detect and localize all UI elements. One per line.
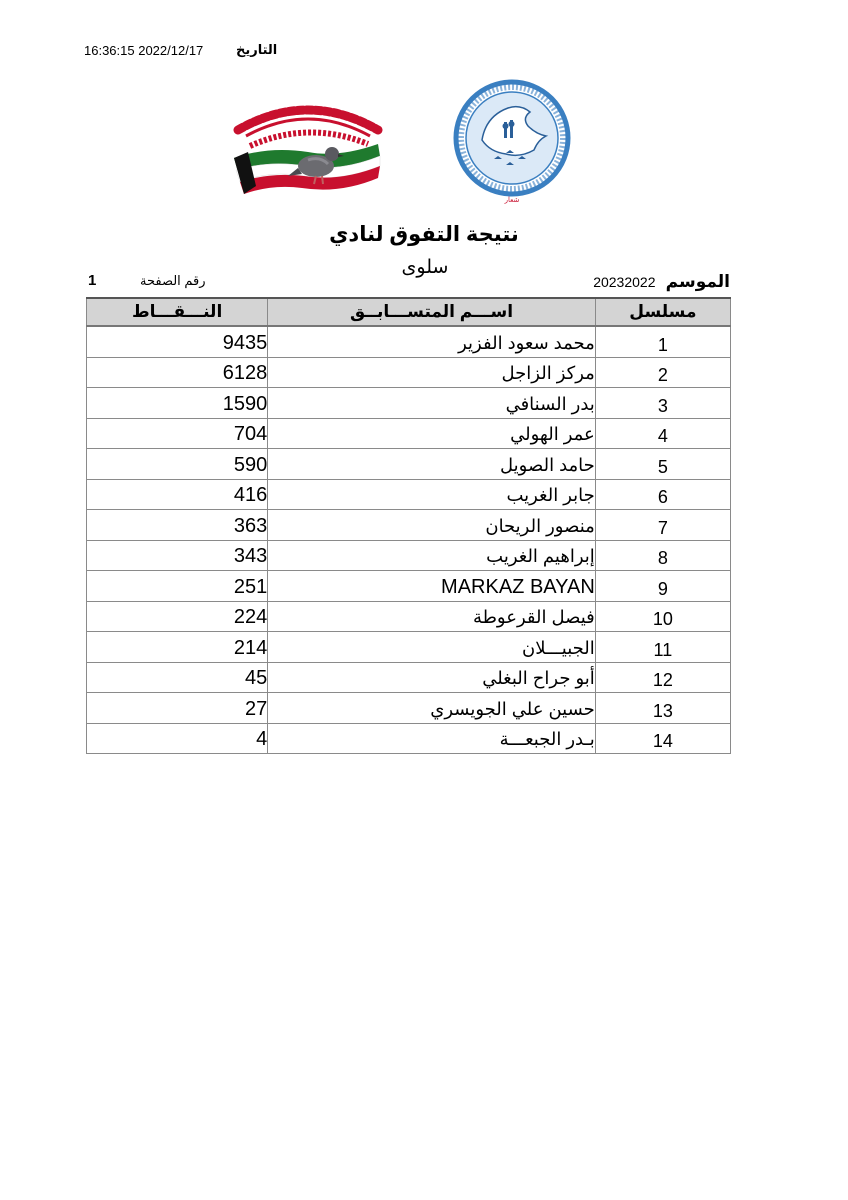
table-row — [87, 326, 731, 357]
competitor-name-cell — [268, 357, 596, 388]
points-cell — [87, 449, 268, 480]
serial-cell — [595, 479, 730, 510]
table-row — [87, 632, 731, 663]
table-row — [87, 510, 731, 541]
points-cell-text: 27 — [245, 697, 268, 720]
serial-cell-text: 4 — [657, 426, 668, 446]
competitor-name-cell-text: الجبيـــلان — [522, 637, 595, 658]
federation-logo-graphic — [450, 78, 576, 206]
competitor-name-cell — [268, 388, 596, 419]
print-datetime: 16:36:15 2022/12/17 — [84, 43, 204, 58]
competitor-name-cell-text: عمر الهولي — [510, 424, 595, 444]
points-cell — [87, 510, 268, 541]
svg-text:شعار: شعار — [504, 196, 520, 204]
points-cell — [87, 632, 268, 663]
club-name: سلوى — [401, 257, 449, 278]
competitor-name-cell-text: محمد سعود الفزير — [458, 332, 595, 353]
serial-cell-text: 11 — [653, 639, 673, 660]
season-info — [593, 272, 730, 292]
competitor-name-cell — [268, 662, 596, 693]
competitor-name-cell-text: MARKAZ BAYAN — [441, 575, 595, 598]
competitor-name-cell-text: حسين علي الجويسري — [430, 698, 595, 719]
federation-logo — [450, 78, 576, 206]
serial-cell — [595, 693, 730, 724]
table-row — [87, 662, 731, 693]
points-cell — [87, 571, 268, 602]
competitor-name-cell-text: بدر السنافي — [505, 393, 595, 414]
page-number-label: رقم الصفحة — [140, 273, 206, 288]
points-cell — [87, 540, 268, 571]
serial-cell-text: 6 — [657, 487, 668, 507]
serial-cell-text: 7 — [657, 517, 668, 538]
table-row — [87, 723, 731, 754]
points-cell — [87, 693, 268, 724]
points-cell-text: 214 — [233, 636, 268, 659]
serial-cell — [595, 723, 730, 754]
points-cell — [87, 601, 268, 632]
points-cell-text: 363 — [233, 514, 268, 537]
points-cell-text: 590 — [233, 453, 268, 476]
points-cell — [87, 357, 268, 388]
page-title: نتيجة التفوق لنادي — [329, 223, 519, 246]
competitor-name-cell — [268, 479, 596, 510]
points-cell-text: 1590 — [222, 392, 268, 415]
points-cell-text: 343 — [233, 545, 268, 567]
serial-cell-text: 14 — [652, 731, 673, 751]
serial-cell — [595, 388, 730, 419]
table-header-row — [87, 298, 731, 326]
competitor-name-cell — [268, 632, 596, 663]
table-row — [87, 479, 731, 510]
competitor-name-cell — [268, 510, 596, 541]
competitor-name-cell — [268, 571, 596, 602]
serial-cell-text: 12 — [652, 670, 673, 690]
serial-cell-text: 9 — [657, 578, 668, 599]
serial-cell — [595, 540, 730, 571]
points-cell-text: 9435 — [222, 331, 268, 354]
points-cell-text: 251 — [233, 575, 268, 598]
competitor-name-cell — [268, 601, 596, 632]
results-table — [86, 297, 731, 754]
competitor-name-cell-text: بـدر الجبعـــة — [499, 729, 595, 749]
serial-cell-text: 8 — [657, 548, 668, 568]
serial-cell — [595, 601, 730, 632]
season-label: الموسم — [665, 272, 730, 291]
points-cell-text: 704 — [233, 423, 268, 445]
points-cell — [87, 479, 268, 510]
competitor-name-cell — [268, 723, 596, 754]
competitor-name-cell-text: حامد الصويل — [500, 454, 595, 475]
serial-cell-text: 3 — [657, 395, 668, 416]
serial-cell — [595, 418, 730, 449]
table-row — [87, 571, 731, 602]
table-row — [87, 418, 731, 449]
competitor-name-cell — [268, 326, 596, 357]
serial-cell — [595, 326, 730, 357]
date-label: التاريخ — [236, 42, 278, 57]
serial-cell — [595, 357, 730, 388]
table-row — [87, 388, 731, 419]
points-cell-text: 6128 — [222, 362, 268, 384]
points-cell-text: 4 — [256, 728, 268, 750]
season-value: 20232022 — [593, 274, 656, 290]
serial-cell — [595, 449, 730, 480]
points-cell-text: 224 — [233, 606, 268, 628]
competitor-name-cell-text: جابر الغريب — [506, 485, 595, 505]
competitor-name-cell — [268, 693, 596, 724]
serial-cell-text: 13 — [652, 700, 673, 721]
table-row — [87, 693, 731, 724]
serial-cell — [595, 510, 730, 541]
competitor-name-cell — [268, 540, 596, 571]
page-number — [88, 273, 268, 293]
serial-cell — [595, 662, 730, 693]
competitor-name-cell-text: فيصل القرعوطة — [472, 607, 595, 627]
points-cell — [87, 326, 268, 357]
serial-cell-text: 1 — [657, 334, 668, 355]
competitor-name-cell-text: إبراهيم الغريب — [486, 546, 595, 566]
serial-cell-text: 10 — [652, 609, 673, 629]
header-serial: مسلسل — [595, 298, 730, 326]
page-number-value: 1 — [88, 272, 97, 289]
competitor-name-cell-text: منصور الريحان — [485, 515, 595, 536]
club-logo — [228, 86, 388, 196]
serial-cell — [595, 632, 730, 663]
club-logo-graphic — [228, 86, 388, 196]
competitor-name-cell-text: مركز الزاجل — [501, 363, 595, 383]
serial-cell-text: 2 — [657, 365, 668, 385]
competitor-name-cell-text: أبو جراح البغلي — [482, 668, 595, 688]
header-points: النـــقـــاط — [87, 298, 268, 326]
points-cell — [87, 662, 268, 693]
table-row — [87, 540, 731, 571]
points-cell-text: 416 — [233, 484, 268, 506]
points-cell-text: 45 — [245, 667, 268, 689]
points-cell — [87, 723, 268, 754]
table-row — [87, 449, 731, 480]
points-cell — [87, 418, 268, 449]
serial-cell-text: 5 — [657, 456, 668, 477]
table-row — [87, 601, 731, 632]
competitor-name-cell — [268, 449, 596, 480]
header-name: اســـم المتســـابــق — [268, 298, 596, 326]
serial-cell — [595, 571, 730, 602]
table-row — [87, 357, 731, 388]
points-cell — [87, 388, 268, 419]
competitor-name-cell — [268, 418, 596, 449]
